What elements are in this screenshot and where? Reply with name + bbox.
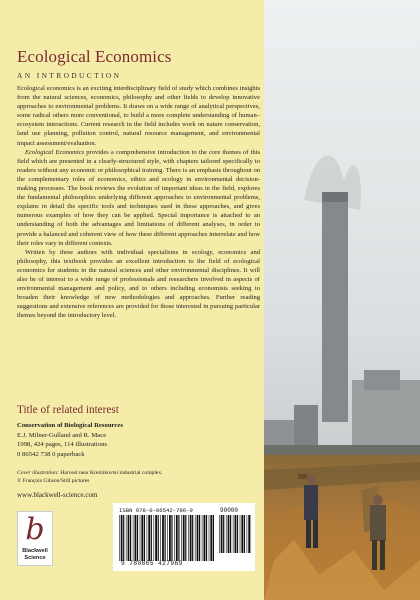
related-authors: E.J. Milner-Gulland and R. Mace	[17, 431, 107, 439]
publisher-logo	[17, 511, 53, 566]
barcode-addon-bars	[219, 515, 251, 553]
cover-photo	[264, 0, 420, 600]
book-title: Ecological Economics	[17, 47, 172, 66]
description-paragraph: Written by three authors with individual specialisms in ecology, economics and philosophy, this textbook provides an excellent introduction to the field of ecological economics for students in the natural sciences and other environmental disciplines. It will also be of interest to a wide range of professionals and researchers involved in aspects of environmental management and policy, and to others including economists seeking to broaden their knowledge of new methodologies and approaches. Further reading suggestions and extensive references are provided for those interested in pursuing particular themes beyond the introductory level.	[17, 248, 260, 320]
publisher-name	[18, 548, 52, 562]
cover-credit	[17, 469, 163, 485]
ean-number: 9 780865 427969	[121, 560, 183, 567]
cover-credit-label: Cover illustration:	[17, 470, 59, 476]
description-text: provides a comprehensive introduction to the core themes of this field which are presented in a clearly-structured style, with chapters tailored specifically to readers without any economic or philosophical training. There is an emphasis throughout on the complementary roles of economics, ethics and ecology in environmental decision-making processes. The book reviews the evolution of important ideas in the field, explores the fundamental philosophies underlying different approaches to environmental problems, explains in detail the specific tools and techniques used in these approaches, and gives numerous examples of how they can be applied. Special importance is attached to an understanding of both the advantages and limitations of different analyses, in order to provide a balanced and coherent view of how these different approaches interrelate and how their roles vary in different contexts.	[17, 148, 260, 247]
logo-letter: b	[25, 512, 45, 547]
price-addon-number: 90000	[220, 507, 239, 514]
isbn-label: ISBN 978-0-86542-796-9	[119, 507, 193, 514]
inline-book-title: Ecological Economics	[25, 148, 85, 156]
isbn-barcode	[113, 503, 255, 571]
description-paragraph: Ecological economics is an exciting interdisciplinary field of study which combines insights from the natural sciences, economics, philosophy and other fields to develop innovative approaches to environmental problems. It draws on a wide range of analytical perspectives, some radical others more conventional, to build a more complete understanding of human–ecosystem interactions. Current research in the field includes work on nature conservation, land use planning, pollution control, natural resource management, and environmental impact assessment/evaluation.	[17, 85, 260, 147]
description-paragraph	[17, 148, 260, 248]
related-title-heading: Title of related interest	[17, 404, 119, 416]
publisher-name-line1: Blackwell	[22, 548, 48, 554]
photo-copyright: © François Gibson/Still pictures	[17, 478, 90, 485]
book-description	[17, 84, 260, 320]
related-title-block	[17, 421, 123, 459]
related-isbn: 0 86542 738 0 paperback	[17, 450, 85, 458]
publisher-website: www.blackwell-science.com	[17, 491, 98, 499]
related-book-title: Conservation of Biological Resources	[17, 422, 123, 429]
publisher-name-line2: Science	[24, 555, 46, 561]
related-details: 1998, 424 pages, 114 illustrations	[17, 441, 108, 449]
cover-credit-caption: Harvest near Kremikovtsi industrial complex.	[58, 470, 163, 476]
barcode-bars	[119, 515, 215, 561]
book-subtitle: AN INTRODUCTION	[17, 71, 122, 80]
